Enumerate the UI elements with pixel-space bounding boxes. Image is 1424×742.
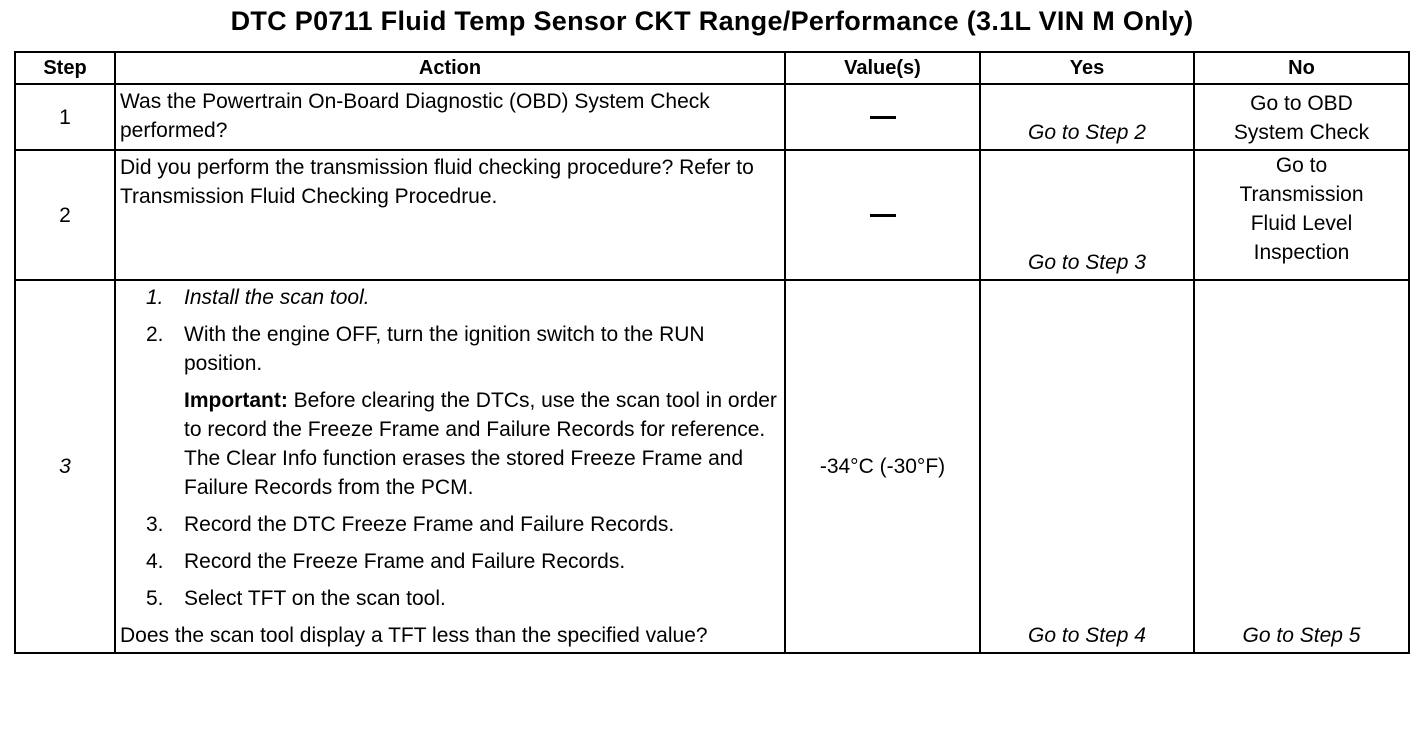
table-header-row	[15, 52, 1409, 84]
procedure-step: 5. Select TFT on the scan tool.	[146, 587, 446, 610]
action-text: Did you perform the transmission fluid checking procedure? Refer to Transmission Fluid Checking Procedrue.	[115, 150, 785, 280]
no-line: Transmission	[1239, 183, 1364, 206]
note-label: Important:	[184, 389, 288, 412]
important-note	[184, 386, 780, 502]
value-cell	[785, 150, 980, 280]
yes-link[interactable]: Go to Step 4	[980, 280, 1194, 653]
no-link[interactable]	[1194, 150, 1409, 280]
table-row	[15, 280, 1409, 653]
no-line: Inspection	[1253, 241, 1350, 264]
header-step: Step	[15, 52, 115, 84]
procedure-step: 1. Install the scan tool.	[146, 286, 370, 309]
dash-value	[870, 214, 896, 217]
action-question: Does the scan tool display a TFT less than the specified value?	[120, 624, 708, 647]
dash-value	[870, 116, 896, 119]
header-action: Action	[115, 52, 785, 84]
procedure-step: 2. With the engine OFF, turn the ignition switch to the RUN position.	[146, 323, 705, 375]
no-link[interactable]	[1194, 84, 1409, 150]
header-no: No	[1194, 52, 1409, 84]
procedure-step: 3. Record the DTC Freeze Frame and Failure Records.	[146, 513, 675, 536]
header-values: Value(s)	[785, 52, 980, 84]
procedure-step: 4. Record the Freeze Frame and Failure Records.	[146, 550, 626, 573]
step-number: 2	[15, 150, 115, 280]
diagnostic-table	[14, 51, 1410, 654]
step-number: 3	[15, 280, 115, 653]
value-cell: -34°C (-30°F)	[785, 280, 980, 653]
yes-link[interactable]: Go to Step 2	[980, 84, 1194, 150]
yes-link[interactable]: Go to Step 3	[980, 150, 1194, 280]
no-link[interactable]: Go to Step 5	[1194, 280, 1409, 653]
value-cell	[785, 84, 980, 150]
table-row	[15, 150, 1409, 280]
step-number: 1	[15, 84, 115, 150]
table-row	[15, 84, 1409, 150]
action-text: Was the Powertrain On-Board Diagnostic (OBD) System Check performed?	[115, 84, 785, 150]
note-text: Before clearing the DTCs, use the scan tool in order to record the Freeze Frame and Failure Records for reference. The Clear Info function erases the stored Freeze Frame and Failure Records from the PCM.	[184, 389, 777, 499]
procedure-list	[120, 283, 780, 378]
no-line: Go to OBD	[1250, 92, 1353, 115]
no-line: Go to	[1275, 154, 1328, 177]
page-title: DTC P0711 Fluid Temp Sensor CKT Range/Performance (3.1L VIN M Only)	[230, 6, 1194, 36]
action-text	[115, 280, 785, 653]
header-yes: Yes	[980, 52, 1194, 84]
no-line: Fluid Level	[1250, 212, 1353, 235]
no-line: System Check	[1233, 121, 1370, 144]
procedure-list	[120, 510, 780, 613]
